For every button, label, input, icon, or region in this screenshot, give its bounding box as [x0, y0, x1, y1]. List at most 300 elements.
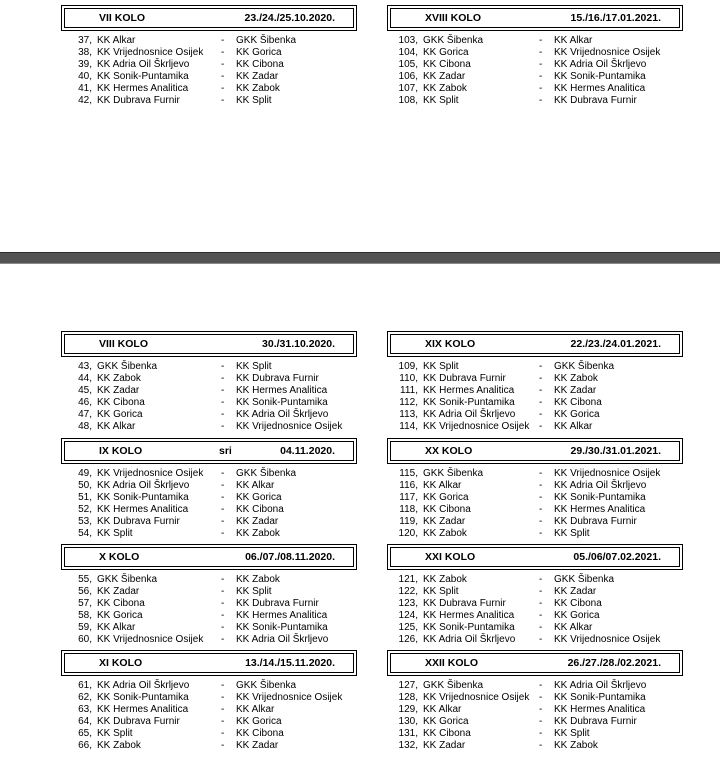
- match-row: [390, 385, 680, 397]
- home-team: KK Alkar: [423, 704, 462, 715]
- round-date: 29./30./31.01.2021.: [570, 445, 661, 457]
- away-team: KK Zadar: [554, 385, 597, 396]
- away-team: KK Split: [554, 528, 590, 539]
- home-team: KK Dubrava Furnir: [423, 373, 506, 384]
- match-number: 131,: [398, 728, 418, 739]
- match-number: 65,: [78, 728, 92, 739]
- match-number: 54,: [78, 528, 92, 539]
- match-number: 128,: [398, 692, 418, 703]
- match-row: [64, 634, 354, 646]
- match-number: 114,: [399, 421, 418, 432]
- away-team: KK Zabok: [554, 373, 598, 384]
- match-number: 126,: [398, 634, 418, 645]
- match-number: 55,: [78, 574, 92, 585]
- match-number: 104,: [398, 47, 418, 58]
- match-dash: -: [539, 586, 543, 597]
- match-dash: -: [221, 516, 225, 527]
- home-team: GKK Šibenka: [423, 468, 484, 479]
- round-header: [390, 334, 680, 354]
- home-team: KK Zabok: [97, 373, 141, 384]
- match-dash: -: [539, 83, 543, 94]
- match-row: [64, 622, 354, 634]
- away-team: KK Zabok: [236, 83, 280, 94]
- match-dash: -: [221, 83, 225, 94]
- match-number: 37,: [78, 35, 92, 46]
- away-team: KK Gorica: [236, 492, 282, 503]
- match-list: [390, 468, 680, 540]
- match-list: [390, 361, 680, 433]
- match-row: [64, 504, 354, 516]
- match-number: 52,: [78, 504, 92, 515]
- match-dash: -: [539, 35, 543, 46]
- away-team: KK Gorica: [554, 610, 600, 621]
- match-dash: -: [221, 480, 225, 491]
- round-block: [390, 8, 680, 107]
- match-row: [390, 480, 680, 492]
- home-team: KK Sonik-Puntamika: [423, 622, 515, 633]
- away-team: KK Split: [236, 361, 272, 372]
- match-number: 105,: [398, 59, 418, 70]
- match-number: 120,: [398, 528, 418, 539]
- match-number: 108,: [398, 95, 418, 106]
- match-row: [64, 361, 354, 373]
- match-dash: -: [539, 409, 543, 420]
- match-number: 106,: [398, 71, 418, 82]
- match-row: [64, 373, 354, 385]
- match-dash: -: [221, 421, 225, 432]
- match-row: [64, 680, 354, 692]
- home-team: KK Sonik-Puntamika: [97, 692, 189, 703]
- round-date: 26./27./28./02.2021.: [567, 657, 661, 669]
- away-team: KK Split: [236, 95, 272, 106]
- home-team: KK Cibona: [423, 504, 471, 515]
- away-team: KK Split: [236, 586, 272, 597]
- match-number: 116,: [399, 480, 418, 491]
- match-dash: -: [221, 373, 225, 384]
- match-number: 103,: [398, 35, 418, 46]
- round-date: 05./06/07.02.2021.: [573, 551, 661, 563]
- away-team: KK Hermes Analitica: [554, 504, 646, 515]
- match-row: [390, 728, 680, 740]
- match-row: [390, 622, 680, 634]
- home-team: KK Alkar: [97, 421, 136, 432]
- away-team: KK Hermes Analitica: [236, 385, 328, 396]
- match-number: 113,: [399, 409, 418, 420]
- match-dash: -: [221, 397, 225, 408]
- match-list: [390, 680, 680, 752]
- home-team: KK Adria Oil Škrljevo: [423, 409, 516, 420]
- match-number: 63,: [78, 704, 92, 715]
- match-number: 58,: [78, 610, 92, 621]
- match-dash: -: [221, 586, 225, 597]
- away-team: GKK Šibenka: [236, 680, 297, 691]
- home-team: GKK Šibenka: [423, 680, 484, 691]
- away-team: GKK Šibenka: [236, 35, 297, 46]
- match-dash: -: [539, 421, 543, 432]
- away-team: KK Hermes Analitica: [236, 610, 328, 621]
- away-team: KK Vrijednosnice Osijek: [554, 468, 661, 479]
- match-dash: -: [539, 397, 543, 408]
- match-dash: -: [221, 492, 225, 503]
- home-team: KK Vrijednosnice Osijek: [97, 634, 204, 645]
- round-block: [64, 334, 354, 433]
- match-dash: -: [539, 680, 543, 691]
- match-number: 124,: [398, 610, 418, 621]
- home-team: KK Adria Oil Škrljevo: [423, 634, 516, 645]
- match-number: 118,: [399, 504, 418, 515]
- match-number: 51,: [78, 492, 92, 503]
- match-row: [390, 716, 680, 728]
- round-date: 15./16./17.01.2021.: [570, 12, 661, 24]
- home-team: KK Split: [423, 586, 459, 597]
- match-dash: -: [539, 59, 543, 70]
- match-dash: -: [539, 492, 543, 503]
- round-header: [64, 334, 354, 354]
- match-number: 39,: [78, 59, 92, 70]
- match-row: [64, 421, 354, 433]
- match-row: [390, 71, 680, 83]
- away-team: KK Alkar: [554, 622, 593, 633]
- away-team: KK Zadar: [236, 516, 279, 527]
- match-number: 125,: [398, 622, 418, 633]
- home-team: KK Sonik-Puntamika: [97, 71, 189, 82]
- match-number: 107,: [398, 83, 418, 94]
- home-team: KK Dubrava Furnir: [97, 716, 180, 727]
- home-team: KK Split: [97, 728, 133, 739]
- match-row: [64, 728, 354, 740]
- match-row: [64, 83, 354, 95]
- match-dash: -: [539, 610, 543, 621]
- home-team: KK Zabok: [423, 528, 467, 539]
- match-row: [390, 361, 680, 373]
- match-number: 59,: [78, 622, 92, 633]
- away-team: KK Dubrava Furnir: [554, 95, 637, 106]
- match-row: [64, 71, 354, 83]
- home-team: KK Zadar: [423, 71, 466, 82]
- round-header: [390, 441, 680, 461]
- home-team: KK Hermes Analitica: [97, 83, 189, 94]
- away-team: KK Sonik-Puntamika: [554, 492, 646, 503]
- match-number: 44,: [78, 373, 92, 384]
- match-number: 121,: [398, 574, 418, 585]
- round-name: XXI KOLO: [425, 551, 476, 563]
- match-list: [390, 35, 680, 107]
- away-team: KK Cibona: [236, 728, 284, 739]
- match-number: 62,: [78, 692, 92, 703]
- schedule-page-top: [0, 0, 720, 250]
- round-name: X KOLO: [99, 551, 140, 563]
- match-row: [390, 59, 680, 71]
- home-team: KK Alkar: [97, 622, 136, 633]
- match-dash: -: [221, 704, 225, 715]
- round-name: VII KOLO: [99, 12, 146, 24]
- match-row: [64, 59, 354, 71]
- round-header: [64, 547, 354, 567]
- home-team: KK Vrijednosnice Osijek: [423, 421, 530, 432]
- away-team: KK Sonik-Puntamika: [554, 692, 646, 703]
- away-team: KK Dubrava Furnir: [554, 716, 637, 727]
- round-date: 22./23./24.01.2021.: [570, 338, 661, 350]
- match-row: [390, 504, 680, 516]
- match-dash: -: [221, 610, 225, 621]
- match-dash: -: [539, 47, 543, 58]
- match-row: [390, 692, 680, 704]
- away-team: KK Split: [554, 728, 590, 739]
- match-row: [64, 47, 354, 59]
- match-number: 40,: [78, 71, 92, 82]
- match-row: [390, 409, 680, 421]
- round-block: [64, 441, 354, 540]
- match-dash: -: [221, 740, 225, 751]
- round-block: [64, 653, 354, 752]
- match-list: [64, 35, 354, 107]
- match-dash: -: [221, 622, 225, 633]
- match-row: [64, 385, 354, 397]
- away-team: KK Gorica: [236, 47, 282, 58]
- match-row: [64, 598, 354, 610]
- home-team: GKK Šibenka: [97, 574, 158, 585]
- match-dash: -: [539, 634, 543, 645]
- home-team: KK Zadar: [97, 385, 140, 396]
- match-number: 53,: [78, 516, 92, 527]
- away-team: KK Adria Oil Škrljevo: [554, 680, 647, 691]
- home-team: KK Zabok: [423, 83, 467, 94]
- match-row: [64, 95, 354, 107]
- match-row: [390, 95, 680, 107]
- home-team: KK Zadar: [423, 516, 466, 527]
- match-number: 127,: [398, 680, 418, 691]
- home-team: KK Adria Oil Škrljevo: [97, 480, 190, 491]
- match-dash: -: [539, 740, 543, 751]
- round-block: [390, 334, 680, 433]
- round-date: 04.11.2020.: [280, 445, 335, 457]
- match-row: [390, 680, 680, 692]
- home-team: KK Zabok: [97, 740, 141, 751]
- match-dash: -: [221, 468, 225, 479]
- match-number: 119,: [399, 516, 418, 527]
- match-number: 50,: [78, 480, 92, 491]
- away-team: KK Zadar: [236, 740, 279, 751]
- home-team: KK Cibona: [423, 728, 471, 739]
- away-team: KK Vrijednosnice Osijek: [554, 47, 661, 58]
- away-team: GKK Šibenka: [554, 361, 615, 372]
- round-block: [64, 547, 354, 646]
- match-row: [390, 47, 680, 59]
- away-team: KK Sonik-Puntamika: [236, 397, 328, 408]
- match-dash: -: [539, 622, 543, 633]
- home-team: KK Gorica: [423, 47, 469, 58]
- home-team: GKK Šibenka: [97, 361, 158, 372]
- match-number: 117,: [399, 492, 418, 503]
- schedule-page-bottom: [0, 262, 720, 760]
- away-team: KK Gorica: [236, 716, 282, 727]
- match-row: [64, 480, 354, 492]
- round-day: sri: [219, 445, 232, 457]
- match-dash: -: [221, 634, 225, 645]
- home-team: KK Cibona: [97, 598, 145, 609]
- match-number: 61,: [78, 680, 92, 691]
- round-name: XX KOLO: [425, 445, 473, 457]
- match-row: [390, 740, 680, 752]
- match-number: 49,: [78, 468, 92, 479]
- away-team: GKK Šibenka: [554, 574, 615, 585]
- home-team: KK Gorica: [97, 610, 143, 621]
- away-team: KK Sonik-Puntamika: [236, 622, 328, 633]
- home-team: KK Zabok: [423, 574, 467, 585]
- match-dash: -: [539, 468, 543, 479]
- match-dash: -: [221, 716, 225, 727]
- home-team: KK Gorica: [423, 716, 469, 727]
- round-name: VIII KOLO: [99, 338, 149, 350]
- match-row: [390, 516, 680, 528]
- away-team: KK Cibona: [554, 598, 602, 609]
- away-team: GKK Šibenka: [236, 468, 297, 479]
- match-dash: -: [539, 728, 543, 739]
- match-dash: -: [539, 516, 543, 527]
- match-row: [390, 634, 680, 646]
- home-team: KK Alkar: [423, 480, 462, 491]
- match-list: [64, 468, 354, 540]
- match-dash: -: [539, 574, 543, 585]
- away-team: KK Zabok: [554, 740, 598, 751]
- home-team: KK Gorica: [97, 409, 143, 420]
- away-team: KK Alkar: [554, 35, 593, 46]
- match-row: [390, 528, 680, 540]
- round-name: XVIII KOLO: [425, 12, 482, 24]
- match-dash: -: [539, 504, 543, 515]
- home-team: KK Cibona: [97, 397, 145, 408]
- round-date: 23./24./25.10.2020.: [244, 12, 335, 24]
- match-dash: -: [221, 361, 225, 372]
- round-name: IX KOLO: [99, 445, 143, 457]
- away-team: KK Cibona: [236, 59, 284, 70]
- away-team: KK Alkar: [236, 480, 275, 491]
- match-row: [64, 740, 354, 752]
- match-number: 111,: [400, 385, 418, 396]
- match-number: 47,: [78, 409, 92, 420]
- home-team: KK Alkar: [97, 35, 136, 46]
- match-row: [390, 468, 680, 480]
- away-team: KK Zabok: [236, 574, 280, 585]
- home-team: KK Zadar: [423, 740, 466, 751]
- match-dash: -: [221, 680, 225, 691]
- match-dash: -: [221, 47, 225, 58]
- away-team: KK Cibona: [236, 504, 284, 515]
- match-row: [64, 692, 354, 704]
- match-dash: -: [221, 59, 225, 70]
- away-team: KK Vrijednosnice Osijek: [236, 692, 343, 703]
- round-block: [390, 547, 680, 646]
- match-number: 60,: [78, 634, 92, 645]
- match-list: [64, 574, 354, 646]
- home-team: KK Sonik-Puntamika: [423, 397, 515, 408]
- round-name: XI KOLO: [99, 657, 143, 669]
- away-team: KK Dubrava Furnir: [236, 598, 319, 609]
- round-block: [390, 441, 680, 540]
- match-dash: -: [539, 598, 543, 609]
- match-row: [64, 516, 354, 528]
- match-number: 46,: [78, 397, 92, 408]
- match-row: [64, 409, 354, 421]
- away-team: KK Dubrava Furnir: [554, 516, 637, 527]
- away-team: KK Adria Oil Škrljevo: [236, 634, 329, 645]
- away-team: KK Zabok: [236, 528, 280, 539]
- match-row: [390, 610, 680, 622]
- match-number: 66,: [78, 740, 92, 751]
- home-team: KK Hermes Analitica: [97, 704, 189, 715]
- match-dash: -: [221, 504, 225, 515]
- home-team: KK Adria Oil Škrljevo: [97, 680, 190, 691]
- home-team: KK Vrijednosnice Osijek: [97, 47, 204, 58]
- round-date: 13./14./15.11.2020.: [245, 657, 335, 669]
- match-list: [390, 574, 680, 646]
- match-row: [390, 586, 680, 598]
- match-list: [64, 680, 354, 752]
- match-dash: -: [221, 95, 225, 106]
- round-date: 30./31.10.2020.: [262, 338, 335, 350]
- match-number: 57,: [78, 598, 92, 609]
- away-team: KK Adria Oil Škrljevo: [554, 59, 647, 70]
- away-team: KK Sonik-Puntamika: [554, 71, 646, 82]
- home-team: KK Sonik-Puntamika: [97, 492, 189, 503]
- match-row: [390, 397, 680, 409]
- match-number: 38,: [78, 47, 92, 58]
- match-dash: -: [539, 716, 543, 727]
- home-team: KK Split: [423, 95, 459, 106]
- match-row: [390, 574, 680, 586]
- away-team: KK Alkar: [236, 704, 275, 715]
- away-team: KK Zadar: [554, 586, 597, 597]
- match-dash: -: [221, 574, 225, 585]
- match-dash: -: [221, 35, 225, 46]
- match-dash: -: [221, 528, 225, 539]
- home-team: KK Dubrava Furnir: [423, 598, 506, 609]
- match-dash: -: [539, 385, 543, 396]
- away-team: KK Dubrava Furnir: [236, 373, 319, 384]
- home-team: KK Vrijednosnice Osijek: [423, 692, 530, 703]
- away-team: KK Hermes Analitica: [554, 83, 646, 94]
- away-team: KK Adria Oil Škrljevo: [554, 480, 647, 491]
- match-row: [64, 716, 354, 728]
- match-row: [64, 397, 354, 409]
- match-dash: -: [221, 71, 225, 82]
- match-number: 43,: [78, 361, 92, 372]
- round-block: [64, 8, 354, 107]
- match-number: 48,: [78, 421, 92, 432]
- away-team: KK Adria Oil Škrljevo: [236, 409, 329, 420]
- match-dash: -: [539, 71, 543, 82]
- home-team: KK Hermes Analitica: [423, 610, 515, 621]
- match-row: [390, 373, 680, 385]
- home-team: KK Split: [97, 528, 133, 539]
- match-row: [390, 421, 680, 433]
- match-number: 64,: [78, 716, 92, 727]
- home-team: KK Hermes Analitica: [423, 385, 515, 396]
- match-dash: -: [221, 409, 225, 420]
- away-team: KK Cibona: [554, 397, 602, 408]
- match-dash: -: [539, 692, 543, 703]
- away-team: KK Alkar: [554, 421, 593, 432]
- away-team: KK Gorica: [554, 409, 600, 420]
- match-row: [64, 492, 354, 504]
- match-number: 129,: [398, 704, 418, 715]
- home-team: KK Dubrava Furnir: [97, 516, 180, 527]
- match-number: 115,: [399, 468, 418, 479]
- match-dash: -: [221, 728, 225, 739]
- match-number: 56,: [78, 586, 92, 597]
- home-team: GKK Šibenka: [423, 35, 484, 46]
- match-list: [64, 361, 354, 433]
